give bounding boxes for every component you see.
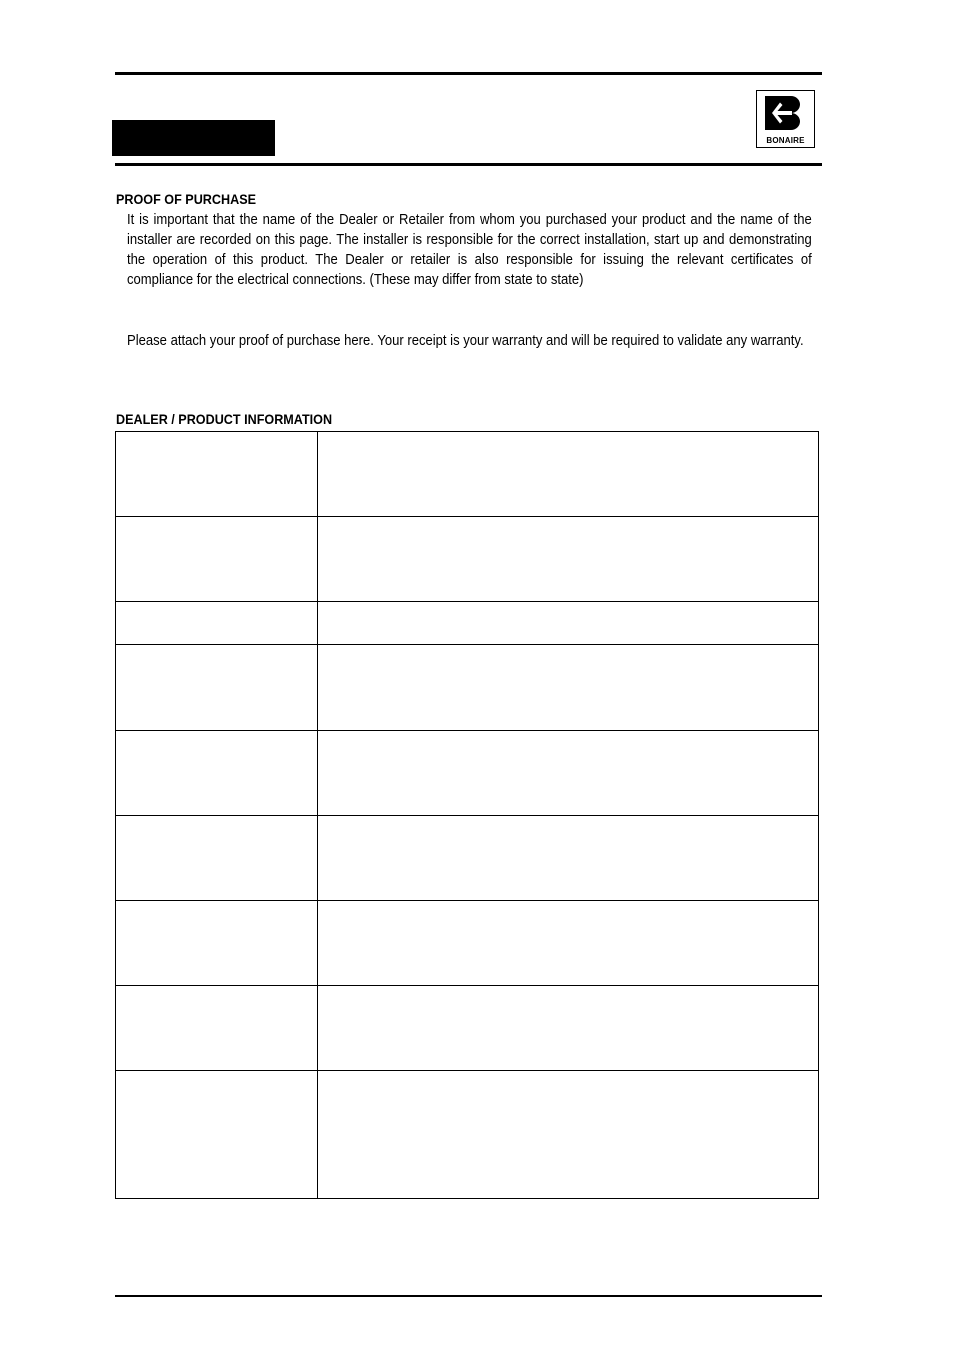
table-row [116,602,819,645]
table-row [116,432,819,517]
proof-of-purchase-intro: It is important that the name of the Dealer or Retailer from whom you purchased your product and the name of the installer are recorded on this page. The installer is responsible for the correct installation, start up and demonstrating the operation of this product. The Dealer or retailer is also responsible for issuing the relevant certificates of compliance for the electrical connections. (These may differ from state to state) [127,212,812,288]
row-value-cell[interactable] [318,816,819,901]
table-row [116,816,819,901]
logo-wordmark: BONAIRE [766,136,805,145]
footer-rule [115,1295,822,1297]
dealer-product-info-table [115,431,819,1199]
row-label-cell [116,816,318,901]
header-black-label-block [112,120,275,156]
row-value-cell[interactable] [318,1071,819,1199]
bonaire-arrow-logo-icon [765,96,807,130]
row-value-cell[interactable] [318,731,819,816]
bonaire-logo [756,90,815,148]
row-label-cell [116,986,318,1071]
row-label-cell [116,1071,318,1199]
header-bottom-rule [115,163,822,166]
table-row [116,901,819,986]
row-label-cell [116,731,318,816]
table-row [116,517,819,602]
row-value-cell[interactable] [318,432,819,517]
row-label-cell [116,645,318,731]
row-value-cell[interactable] [318,901,819,986]
table-row [116,1071,819,1199]
row-label-cell [116,432,318,517]
row-value-cell[interactable] [318,986,819,1071]
attach-receipt-note: Please attach your proof of purchase here. Your receipt is your warranty and will be required to validate any warranty. [127,333,804,349]
row-value-cell[interactable] [318,645,819,731]
row-label-cell [116,602,318,645]
table-row [116,731,819,816]
header-top-rule [115,72,822,75]
row-label-cell [116,901,318,986]
row-value-cell[interactable] [318,517,819,602]
table-row [116,986,819,1071]
dealer-product-info-title: DEALER / PRODUCT INFORMATION [116,411,333,424]
table-row [116,645,819,731]
row-label-cell [116,517,318,602]
row-value-cell[interactable] [318,602,819,645]
proof-of-purchase-title: PROOF OF PURCHASE [116,191,257,207]
